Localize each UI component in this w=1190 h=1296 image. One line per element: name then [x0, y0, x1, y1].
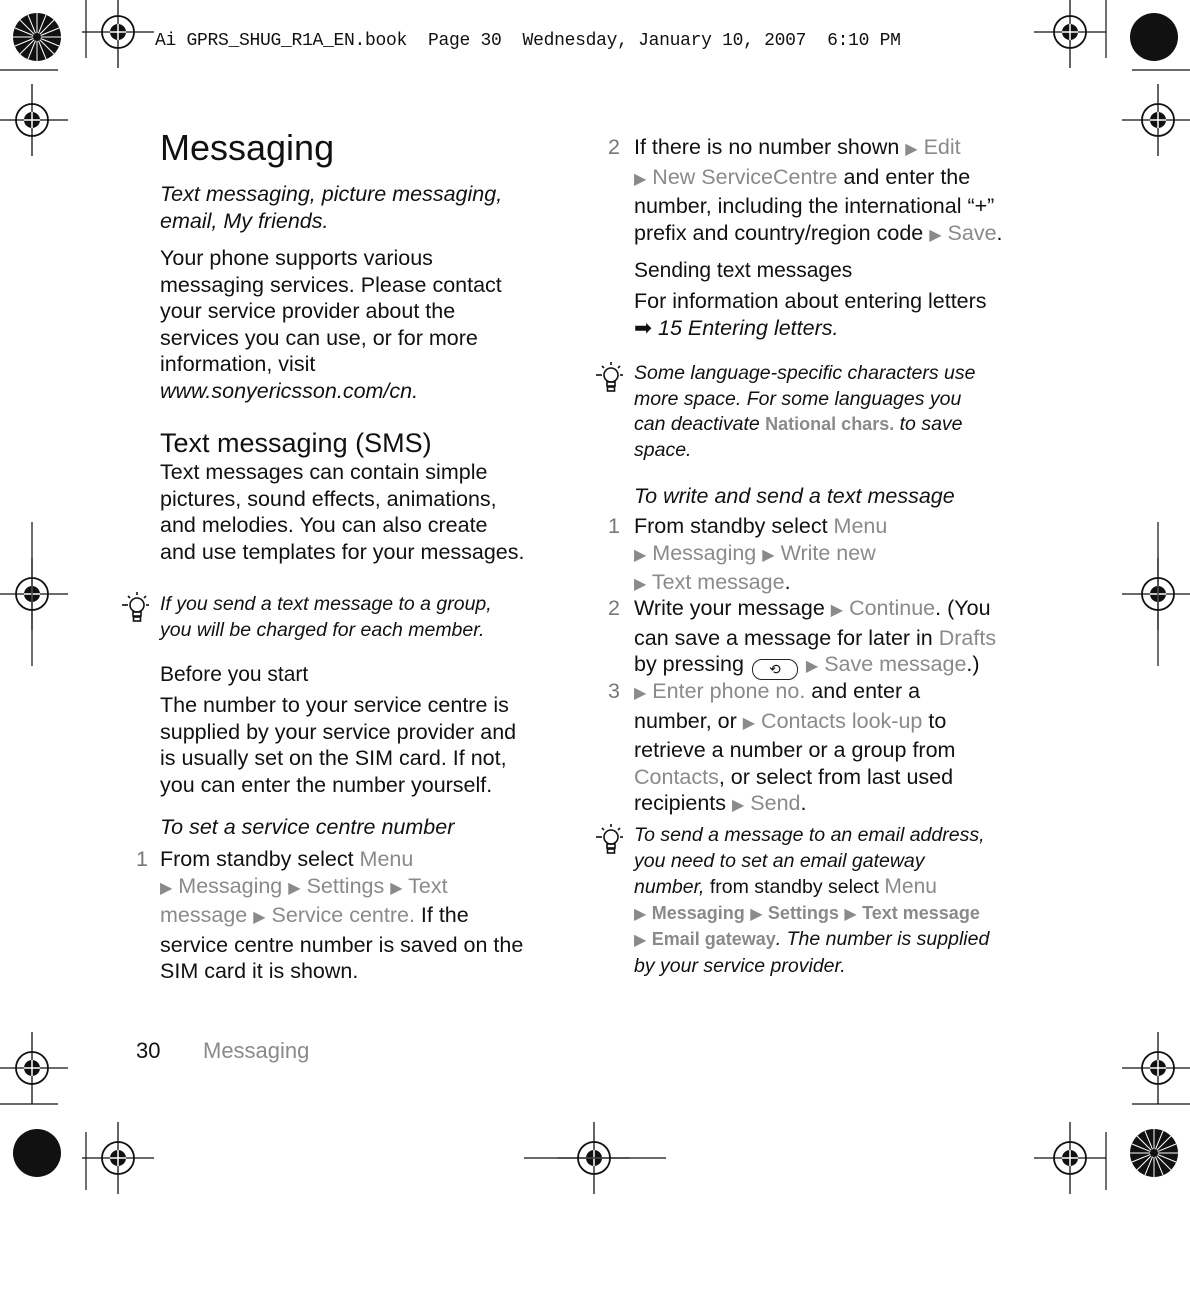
before-line: supplied by your service provider and — [160, 719, 517, 744]
menu-item[interactable]: Messaging — [652, 540, 757, 565]
menu-item[interactable]: Text message — [862, 902, 980, 923]
step-select-write-new — [634, 513, 1054, 599]
tip-text: . The number is supplied — [775, 928, 990, 950]
sms-line: and use templates for your messages. — [160, 539, 525, 564]
before-start-heading: Before you start — [160, 663, 309, 686]
menu-item[interactable]: Settings — [306, 873, 385, 898]
menu-item[interactable]: Menu — [359, 847, 414, 871]
step-text: . — [784, 570, 791, 594]
cross-reference-link[interactable]: 15 Entering letters — [658, 315, 833, 340]
arrow-right-icon: ▶ — [750, 905, 763, 923]
arrow-right-icon: ▶ — [634, 546, 647, 564]
step-text: .) — [966, 652, 980, 676]
menu-item[interactable]: Menu — [884, 875, 937, 898]
step-text: service centre number is saved on the — [160, 932, 524, 957]
menu-item[interactable]: Menu — [833, 514, 888, 538]
website-link[interactable]: www.sonyericsson.com/cn. — [160, 378, 419, 403]
procedure-heading-service-centre: To set a service centre number — [160, 815, 455, 839]
tip-line: by your service provider. — [634, 954, 846, 977]
step-text: SIM card it is shown. — [160, 959, 359, 983]
page-title: Messaging — [160, 127, 335, 168]
menu-item[interactable]: Send — [750, 791, 801, 815]
step-text: number, including the international “+” — [634, 194, 995, 218]
tip-text: can deactivate — [634, 413, 766, 435]
intro-line: your service provider about the — [160, 299, 456, 323]
step-number: 3 — [608, 679, 620, 703]
step-number: 2 — [608, 135, 620, 159]
arrow-right-icon: ▶ — [929, 226, 942, 244]
sms-line: pictures, sound effects, animations, — [160, 486, 497, 511]
left-column — [160, 128, 580, 565]
tip-group-charge — [160, 592, 580, 643]
before-line: you can enter the number yourself. — [160, 772, 493, 797]
step-number: 2 — [608, 596, 620, 620]
print-slug: Ai GPRS_SHUG_R1A_EN.book Page 30 Wednesday, January 10, 2007 6:10 PM — [155, 31, 901, 51]
arrow-right-icon: ▶ — [844, 905, 857, 923]
menu-item[interactable]: Edit — [923, 135, 961, 159]
before-start-section — [160, 662, 580, 841]
step-set-service-centre — [160, 846, 580, 985]
intro-line: information, visit — [160, 352, 316, 376]
tip-line: Some language-specific characters use — [634, 362, 976, 384]
step-enter-recipient — [634, 678, 1054, 820]
step-number: 1 — [136, 847, 148, 871]
step-text: If the — [414, 903, 469, 927]
step-text: retrieve a number or a group from — [634, 738, 956, 762]
step-text: prefix and country/region code — [634, 220, 930, 245]
arrow-right-icon: ▶ — [390, 879, 403, 897]
step-text: . — [996, 220, 1003, 245]
menu-item[interactable]: Drafts — [938, 625, 997, 650]
step-text: recipients — [634, 791, 732, 815]
intro-paragraph — [160, 245, 580, 404]
menu-item[interactable]: Messaging — [178, 873, 283, 898]
intro-line: services you can use, or for more — [160, 325, 478, 350]
step-text: Write your message — [634, 596, 831, 620]
step-text: From standby select — [634, 514, 834, 538]
tip-lightbulb-icon — [594, 360, 628, 396]
before-line: The number to your service centre is — [160, 693, 509, 717]
page-number: 30 — [136, 1038, 161, 1063]
arrow-right-icon: ▶ — [160, 879, 173, 897]
cross-reference-arrow-icon: ➡ — [634, 315, 653, 340]
menu-item[interactable]: Save — [947, 220, 997, 245]
arrow-right-icon: ▶ — [634, 576, 647, 593]
step-text: , or select from last used — [718, 764, 954, 789]
sms-heading: Text messaging (SMS) — [160, 428, 432, 458]
menu-item[interactable]: Messaging — [651, 902, 745, 923]
arrow-right-icon: ▶ — [634, 170, 647, 188]
arrow-right-icon: ▶ — [732, 797, 745, 814]
arrow-right-icon: ▶ — [634, 905, 647, 923]
step-text: can save a message for later in — [634, 625, 939, 650]
menu-item[interactable]: Continue — [849, 596, 936, 620]
menu-item[interactable]: Enter phone no. — [652, 679, 806, 703]
step-text: and enter the — [837, 164, 971, 189]
tip-line: you need to set an email gateway — [634, 849, 925, 872]
arrow-right-icon: ▶ — [762, 546, 775, 564]
sending-section — [634, 258, 1054, 341]
tip-line: space. — [634, 438, 692, 461]
arrow-right-icon: ▶ — [905, 141, 918, 158]
arrow-right-icon: ▶ — [634, 932, 647, 949]
back-key-icon: ⟲ — [752, 659, 798, 680]
step-write-message — [634, 595, 1054, 681]
menu-item[interactable]: message — [160, 903, 248, 927]
tip-email-gateway — [634, 823, 1054, 979]
step-text: to — [922, 708, 947, 733]
arrow-right-icon: ▶ — [253, 909, 266, 926]
tip-language-chars — [634, 361, 1054, 463]
step-number: 1 — [608, 514, 620, 538]
step-text: If there is no number shown — [634, 135, 906, 159]
tip-line: you will be charged for each member. — [160, 618, 485, 641]
menu-item[interactable]: Text message — [651, 570, 785, 594]
arrow-right-icon: ▶ — [830, 602, 844, 619]
sms-line: Text messages can contain simple — [160, 460, 488, 484]
step-text: . — [800, 791, 807, 815]
menu-item[interactable]: Service centre. — [271, 903, 415, 927]
tip-line: more space. For some languages you — [634, 387, 962, 410]
intro-line: messaging services. Please contact — [160, 272, 502, 297]
arrow-right-icon: ▶ — [288, 879, 301, 897]
menu-item[interactable]: Email gateway — [651, 929, 776, 949]
intro-line: Your phone supports various — [160, 246, 433, 270]
step-text: number, or — [634, 708, 743, 733]
menu-item[interactable]: National chars. — [765, 414, 895, 434]
tip-lightbulb-icon — [120, 590, 154, 626]
before-line: is usually set on the SIM card. If not, — [160, 746, 507, 770]
sending-text: For information about entering letters — [634, 289, 987, 313]
step-text: and enter a — [805, 679, 921, 703]
tip-line: If you send a text message to a group, — [160, 593, 492, 615]
sms-paragraph — [160, 459, 580, 565]
arrow-right-icon: ▶ — [805, 658, 819, 675]
tip-line: To send a message to an email address, — [634, 824, 985, 846]
step-text: . (You — [935, 596, 991, 620]
menu-item[interactable]: Write new — [780, 540, 876, 565]
footer-section-name: Messaging — [203, 1038, 310, 1063]
tip-text: to save — [894, 413, 963, 435]
tip-text: number, — [634, 876, 705, 898]
procedure-heading-write-send: To write and send a text message — [634, 484, 955, 508]
tip-text: from standby select — [704, 876, 885, 898]
menu-item[interactable]: Contacts look-up — [761, 708, 923, 733]
menu-item[interactable]: Text — [408, 873, 448, 898]
sending-heading: Sending text messages — [634, 259, 853, 282]
menu-item[interactable]: Save message — [824, 652, 967, 676]
sending-text: . — [832, 315, 839, 340]
tip-lightbulb-icon — [594, 822, 628, 858]
menu-item[interactable]: Settings — [767, 902, 839, 923]
step-edit-service-centre — [634, 134, 1054, 249]
step-text: by pressing — [634, 652, 750, 676]
menu-item[interactable]: Contacts — [634, 764, 719, 789]
arrow-right-icon: ▶ — [634, 685, 647, 702]
sms-line: and melodies. You can also create — [160, 513, 488, 537]
step-text: From standby select — [160, 847, 360, 871]
menu-item[interactable]: New ServiceCentre — [652, 164, 838, 189]
arrow-right-icon: ▶ — [742, 714, 756, 732]
subtitle: Text messaging, picture messaging, email, My friends. — [160, 182, 503, 233]
